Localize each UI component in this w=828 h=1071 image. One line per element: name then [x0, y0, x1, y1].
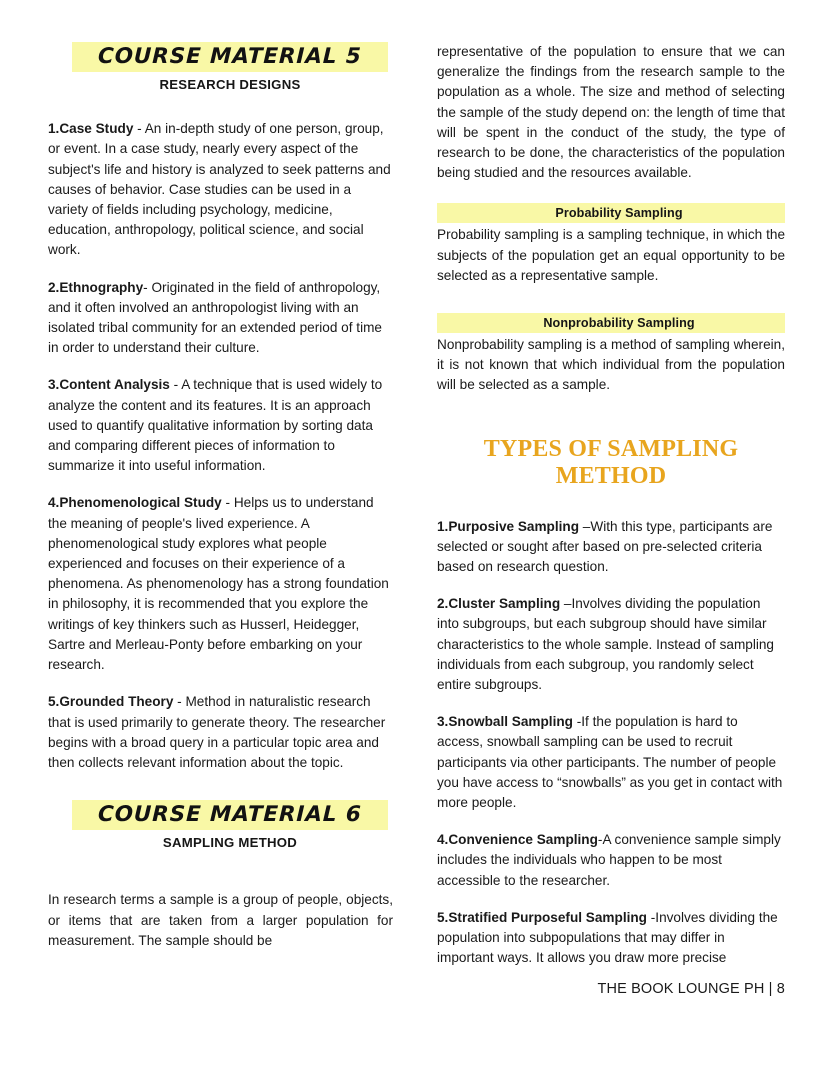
course-material-5-banner: [72, 42, 388, 72]
item-2-body: - Originated in the field of anthropology, and it often involved an anthropologist living with an isolated tribal community for an extended period of time in order to understand their culture.: [48, 279, 382, 356]
research-design-item-1: [48, 119, 393, 260]
nonprobability-sampling-body: Nonprobability sampling is a method of sampling wherein, it is not known that which individual from the population will be selected as a sample.: [437, 337, 785, 393]
page-footer: THE BOOK LOUNGE PH | 8: [597, 981, 785, 997]
sampling-continuation-paragraph: representative of the population to ensure that we can generalize the findings from the research sample to the population as a whole. The size and method of selecting the sample of the study depend on: the length of time that will be spent in the conduct of the study, the type of research to be done, the characteristics of the population being studied and the resources available.: [437, 44, 785, 181]
research-design-item-2: [48, 278, 393, 359]
item-2-term: Ethnography: [59, 279, 144, 295]
nonprobability-sampling-heading-text: Nonprobability Sampling: [543, 316, 695, 331]
item-3-number: 3.: [48, 377, 60, 393]
type-1-number: 1.: [437, 518, 449, 534]
type-2-body: –Involves dividing the population into subgroups, but each subgroup should have similar characteristics to the whole sample. Instead of sampling individuals from each subgroup, you randomly select entire subgroups.: [437, 596, 774, 693]
course-material-6-subtitle: SAMPLING METHOD: [162, 835, 298, 851]
type-1-body: –With this type, participants are selected or sought after based on pre-selected criteria based on research question.: [437, 518, 773, 575]
item-5-body: - Method in naturalistic research that is used primarily to generate theory. The researcher begins with a broad query in a particular topic area and then collects relevant information about the topic.: [48, 694, 386, 770]
type-5-term: Stratified Purposeful Sampling: [448, 909, 647, 925]
course-material-6-banner: [72, 800, 388, 830]
type-4-term: Convenience Sampling: [448, 832, 598, 848]
type-2-term: Cluster Sampling: [448, 596, 561, 612]
type-1-term: Purposive Sampling: [448, 518, 580, 534]
type-2-number: 2.: [437, 596, 449, 612]
sampling-type-1: [437, 517, 785, 578]
item-3-term: Content Analysis: [59, 377, 170, 393]
item-1-term: Case Study: [59, 121, 134, 137]
type-4-number: 4.: [437, 832, 449, 848]
sampling-type-4: [437, 830, 785, 891]
item-1-body: - An in-depth study of one person, group, or event. In a case study, nearly every aspect of the subject's life and history is analyzed to seek patterns and causes of behavior. Case studies can be used in a variety of fields including psychology, medicine, education, anthropology, political science, and social work.: [48, 121, 391, 258]
sampling-type-3: [437, 712, 785, 813]
item-5-number: 5.: [48, 694, 60, 710]
sampling-intro-paragraph: In research terms a sample is a group of people, objects, or items that are taken from a larger population for measurement. The sample should be: [48, 892, 393, 948]
sampling-type-2: [437, 594, 785, 695]
types-of-sampling-method-heading: TYPES OF SAMPLING METHOD: [483, 435, 739, 489]
probability-sampling-heading-text: Probability Sampling: [555, 206, 683, 221]
item-4-number: 4.: [48, 495, 60, 511]
research-design-item-5: [48, 692, 393, 773]
item-2-number: 2.: [48, 279, 60, 295]
type-3-body: -If the population is hard to access, snowball sampling can be used to recruit participants via other participants. The number of people you have access to “snowballs” as you get in contact with more people.: [437, 714, 783, 811]
type-5-body: -Involves dividing the population into subpopulations that may differ in important ways. It allows you draw more precise: [437, 909, 778, 966]
sampling-type-5: [437, 908, 785, 969]
research-design-item-4: [48, 493, 393, 675]
right-column: [437, 42, 785, 969]
type-5-number: 5.: [437, 909, 449, 925]
type-3-number: 3.: [437, 714, 449, 730]
item-4-term: Phenomenological Study: [59, 495, 222, 511]
left-column: [48, 42, 393, 951]
course-material-5-title: COURSE MATERIAL 5: [97, 44, 363, 69]
course-material-6-title: COURSE MATERIAL 6: [97, 802, 363, 828]
course-material-5-subtitle: RESEARCH DESIGNS: [159, 77, 301, 93]
type-4-body: -A convenience sample simply includes the individuals who happen to be most accessible to the researcher.: [437, 832, 781, 888]
item-1-number: 1.: [48, 121, 60, 137]
probability-sampling-body: Probability sampling is a sampling technique, in which the subjects of the population get an equal opportunity to be selected as a representative sample.: [437, 227, 785, 283]
item-3-body: - A technique that is used widely to analyze the content and its features. It is an approach used to quantify qualitative information by sorting data and comparing different pieces of information to summarize it into useful information.: [48, 377, 383, 474]
item-4-body: - Helps us to understand the meaning of people's lived experience. A phenomenological study explores what people experienced and focuses on their experience of a phenomena. As phenomenology has a strong foundation in philosophy, it is recommended that you explore the writings of key thinkers such as Husserl, Heidegger, Sartre and Merleau-Ponty before embarking on your research.: [48, 495, 389, 673]
probability-sampling-heading: [437, 203, 785, 223]
type-3-term: Snowball Sampling: [448, 714, 573, 730]
item-5-term: Grounded Theory: [59, 694, 174, 710]
research-design-item-3: [48, 375, 393, 476]
nonprobability-sampling-heading: [437, 313, 785, 333]
